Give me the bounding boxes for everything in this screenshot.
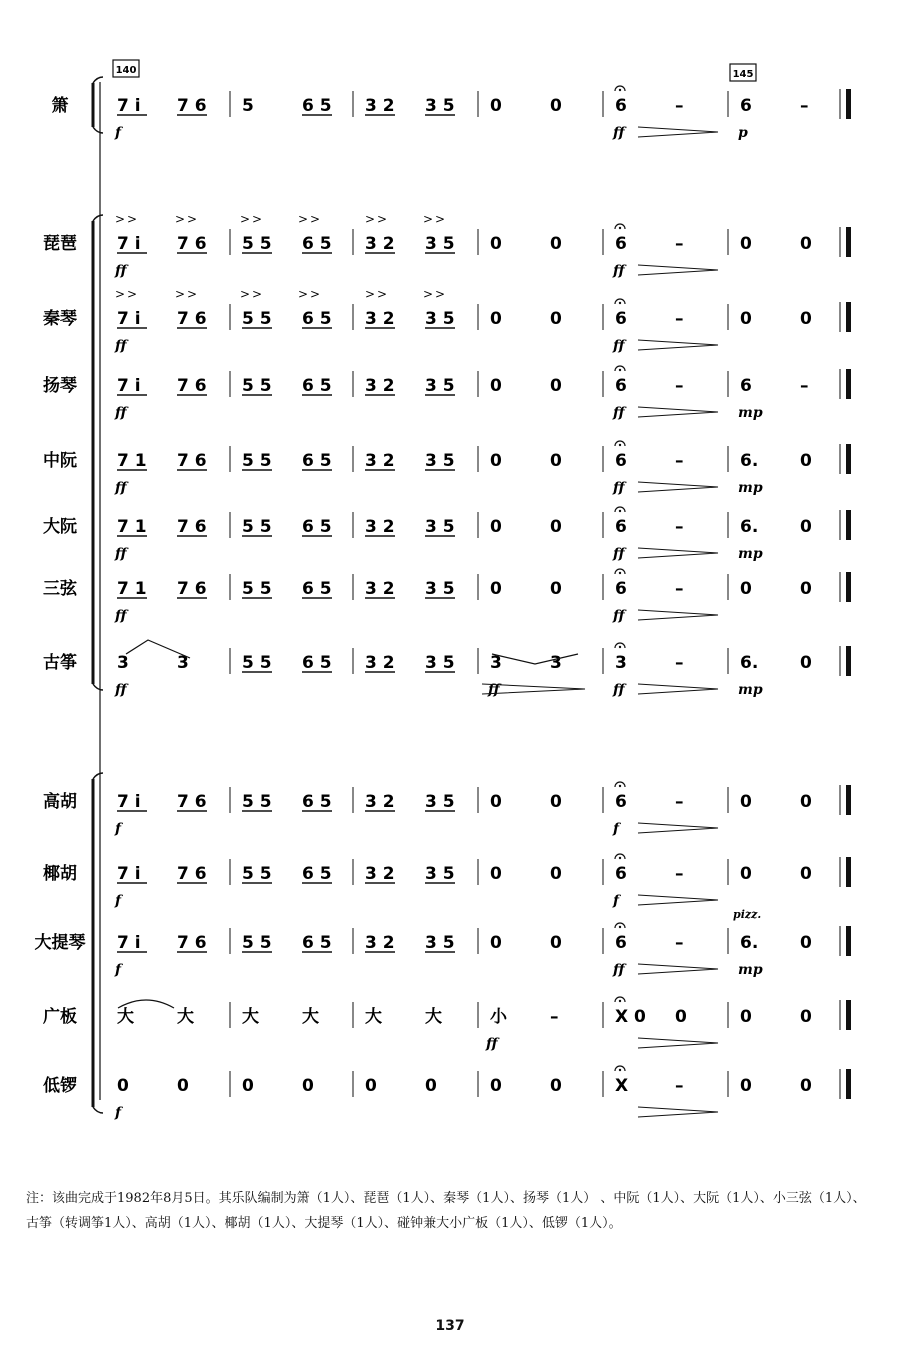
note-xiao-m3-b2: 3 5 — [425, 96, 455, 116]
note-qinqin-m4-b2: 0 — [550, 309, 562, 329]
diminuendo-hairpin — [638, 895, 718, 905]
note-pipa-m1-b2: 7 6 — [177, 234, 207, 254]
note-cello-m6-b2: 0 — [800, 933, 812, 953]
accent-mark: > — [187, 287, 198, 301]
instrument-name-pipa: 琵琶 — [43, 234, 77, 254]
note-guzheng-m5-b1: 3 — [615, 653, 627, 673]
note-sanxian-m3-b1: 3 2 — [365, 579, 395, 599]
note-pipa-m3-b1: 3 2 — [365, 234, 395, 254]
accent-mark: > — [175, 212, 186, 226]
note-cello-m2-b2: 6 5 — [302, 933, 332, 953]
final-barline-thick — [846, 646, 851, 676]
accent-mark: > — [310, 212, 321, 226]
note-guangban-m5-b2: 0 — [675, 1007, 687, 1027]
note-daruan-m3-b1: 3 2 — [365, 517, 395, 537]
diminuendo-hairpin — [638, 1038, 718, 1048]
dynamic-zhongruan-3: mp — [738, 480, 763, 496]
note-xiao-m4-b1: 0 — [490, 96, 502, 116]
note-diluo-m1-b1: 0 — [117, 1076, 129, 1096]
diminuendo-hairpin — [638, 407, 718, 417]
note-guangban-m2-b1: 大 — [242, 1007, 259, 1027]
final-barline-thick — [846, 444, 851, 474]
bracket-bottom-hook — [93, 127, 103, 133]
note-diluo-m5-b2: – — [675, 1076, 684, 1096]
note-guangban-m1-b2: 大 — [177, 1007, 194, 1027]
final-barline-thick — [846, 1069, 851, 1099]
note-daruan-m6-b2: 0 — [800, 517, 812, 537]
note-sanxian-m4-b1: 0 — [490, 579, 502, 599]
dynamic-pipa-1: ff — [115, 263, 127, 279]
instrument-name-cello: 大提琴 — [34, 933, 86, 953]
note-daruan-m1-b2: 7 6 — [177, 517, 207, 537]
note-zhongruan-m4-b2: 0 — [550, 451, 562, 471]
instrument-name-xiao: 箫 — [51, 96, 69, 116]
note-guzheng-m3-b1: 3 2 — [365, 653, 395, 673]
note-qinqin-m3-b1: 3 2 — [365, 309, 395, 329]
note-yehu-m5-b1: 6 — [615, 864, 627, 884]
accent-mark: > — [298, 212, 309, 226]
accent-mark: > — [252, 287, 263, 301]
final-barline-thick — [846, 1000, 851, 1030]
note-cello-m2-b1: 5 5 — [242, 933, 272, 953]
note-sanxian-m5-b2: – — [675, 579, 684, 599]
fermata-dot — [619, 89, 621, 91]
fermata-dot — [619, 785, 621, 787]
note-guzheng-m5-b2: – — [675, 653, 684, 673]
instrument-name-diluo: 低锣 — [43, 1076, 77, 1096]
fermata-dot — [619, 572, 621, 574]
note-yangqin-m6-b2: – — [800, 376, 809, 396]
note-diluo-m5-b1: X — [615, 1076, 629, 1096]
note-xiao-m6-b2: – — [800, 96, 809, 116]
dynamic-yangqin-3: mp — [738, 405, 763, 421]
note-gaohu-m6-b2: 0 — [800, 792, 812, 812]
fermata-dot — [619, 510, 621, 512]
note-zhongruan-m2-b1: 5 5 — [242, 451, 272, 471]
diminuendo-hairpin — [638, 548, 718, 558]
note-gaohu-m5-b2: – — [675, 792, 684, 812]
dynamic-guzheng-4: mp — [738, 682, 763, 698]
note-yehu-m3-b1: 3 2 — [365, 864, 395, 884]
dynamic-guangban-1: ff — [486, 1036, 498, 1052]
accent-mark: > — [377, 212, 388, 226]
note-diluo-m2-b2: 0 — [302, 1076, 314, 1096]
note-gaohu-m3-b1: 3 2 — [365, 792, 395, 812]
note-qinqin-m6-b1: 0 — [740, 309, 752, 329]
note-zhongruan-m5-b1: 6 — [615, 451, 627, 471]
note-guzheng-m4-b1: 3 — [490, 653, 502, 673]
dynamic-diluo-1: f — [115, 1105, 122, 1121]
diminuendo-hairpin — [638, 482, 718, 492]
final-barline-thick — [846, 89, 851, 119]
note-gaohu-m1-b2: 7 6 — [177, 792, 207, 812]
note-yehu-m4-b2: 0 — [550, 864, 562, 884]
note-daruan-m2-b1: 5 5 — [242, 517, 272, 537]
note-cello-m5-b2: – — [675, 933, 684, 953]
final-barline-thick — [846, 510, 851, 540]
note-qinqin-m2-b2: 6 5 — [302, 309, 332, 329]
note-yangqin-m1-b2: 7 6 — [177, 376, 207, 396]
note-xiao-m5-b1: 6 — [615, 96, 627, 116]
diminuendo-hairpin — [638, 823, 718, 833]
note-sanxian-m5-b1: 6 — [615, 579, 627, 599]
note-qinqin-m5-b1: 6 — [615, 309, 627, 329]
note-guangban-m2-b2: 大 — [302, 1007, 319, 1027]
note-yangqin-m4-b2: 0 — [550, 376, 562, 396]
note-yehu-m2-b1: 5 5 — [242, 864, 272, 884]
note-qinqin-m6-b2: 0 — [800, 309, 812, 329]
note-guangban-m6-b2: 0 — [800, 1007, 812, 1027]
dynamic-sanxian-1: ff — [115, 608, 127, 624]
bracket-top-hook — [93, 773, 103, 779]
note-guzheng-m4-b2: 3 — [550, 653, 562, 673]
fermata-dot — [619, 646, 621, 648]
dynamic-guzheng-3: ff — [613, 682, 625, 698]
diminuendo-hairpin — [638, 340, 718, 350]
note-diluo-m4-b1: 0 — [490, 1076, 502, 1096]
dynamic-daruan-3: mp — [738, 546, 763, 562]
dynamic-guzheng-2: ff — [488, 682, 500, 698]
note-qinqin-m2-b1: 5 5 — [242, 309, 272, 329]
note-qinqin-m5-b2: – — [675, 309, 684, 329]
accent-mark: > — [240, 287, 251, 301]
note-yangqin-m5-b1: 6 — [615, 376, 627, 396]
instrument-name-guangban: 广板 — [43, 1007, 77, 1027]
note-gaohu-m1-b1: 7 i — [117, 792, 141, 812]
note-qinqin-m1-b2: 7 6 — [177, 309, 207, 329]
note-guzheng-m1-b1: 3 — [117, 653, 129, 673]
note-yehu-m6-b2: 0 — [800, 864, 812, 884]
instrument-name-yangqin: 扬琴 — [43, 376, 77, 396]
note-yangqin-m3-b2: 3 5 — [425, 376, 455, 396]
final-barline-thick — [846, 302, 851, 332]
note-diluo-m4-b2: 0 — [550, 1076, 562, 1096]
note-guzheng-m3-b2: 3 5 — [425, 653, 455, 673]
note-qinqin-m3-b2: 3 5 — [425, 309, 455, 329]
note-guzheng-m2-b1: 5 5 — [242, 653, 272, 673]
note-xiao-m6-b1: 6 — [740, 96, 752, 116]
note-gaohu-m4-b1: 0 — [490, 792, 502, 812]
note-sanxian-m1-b2: 7 6 — [177, 579, 207, 599]
fermata-dot — [619, 369, 621, 371]
note-pipa-m1-b1: 7 i — [117, 234, 141, 254]
accent-mark: > — [115, 212, 126, 226]
accent-mark: > — [127, 287, 138, 301]
rehearsal-mark-140: 140 — [115, 65, 137, 76]
accent-mark: > — [435, 287, 446, 301]
note-zhongruan-m2-b2: 6 5 — [302, 451, 332, 471]
note-pipa-m4-b2: 0 — [550, 234, 562, 254]
final-barline-thick — [846, 227, 851, 257]
note-daruan-m2-b2: 6 5 — [302, 517, 332, 537]
dynamic-yehu-1: f — [115, 893, 122, 909]
dynamic-cello-2: ff — [613, 962, 625, 978]
note-zhongruan-m1-b2: 7 6 — [177, 451, 207, 471]
note-guangban-m4-b1: 小 — [490, 1007, 507, 1027]
dynamic-sanxian-2: ff — [613, 608, 625, 624]
accent-mark: > — [423, 212, 434, 226]
note-daruan-m4-b1: 0 — [490, 517, 502, 537]
pizz-marking: pizz. — [733, 908, 762, 921]
accent-mark: > — [365, 287, 376, 301]
note-gaohu-m3-b2: 3 5 — [425, 792, 455, 812]
accent-mark: > — [240, 212, 251, 226]
note-pipa-m2-b1: 5 5 — [242, 234, 272, 254]
note-sanxian-m3-b2: 3 5 — [425, 579, 455, 599]
note-zhongruan-m6-b2: 0 — [800, 451, 812, 471]
note-xiao-m5-b2: – — [675, 96, 684, 116]
instrument-name-zhongruan: 中阮 — [43, 451, 77, 471]
diminuendo-hairpin — [638, 684, 718, 694]
dynamic-xiao-1: f — [115, 125, 122, 141]
note-sanxian-m6-b2: 0 — [800, 579, 812, 599]
note-gaohu-m6-b1: 0 — [740, 792, 752, 812]
note-yangqin-m4-b1: 0 — [490, 376, 502, 396]
instrument-name-guzheng: 古筝 — [43, 653, 77, 673]
note-pipa-m5-b2: – — [675, 234, 684, 254]
diminuendo-hairpin — [638, 127, 718, 137]
note-zhongruan-m5-b2: – — [675, 451, 684, 471]
note-xiao-m4-b2: 0 — [550, 96, 562, 116]
bracket-top-hook — [93, 77, 103, 83]
dynamic-qinqin-2: ff — [613, 338, 625, 354]
note-yehu-m3-b2: 3 5 — [425, 864, 455, 884]
glissando-line — [492, 654, 578, 664]
dynamic-gaohu-2: f — [613, 821, 620, 837]
note-pipa-m2-b2: 6 5 — [302, 234, 332, 254]
note-diluo-m2-b1: 0 — [242, 1076, 254, 1096]
bracket-bottom-hook — [93, 1107, 103, 1113]
note-guangban-m1-b1: 大 — [117, 1007, 134, 1027]
fermata-dot — [619, 227, 621, 229]
note-diluo-m6-b2: 0 — [800, 1076, 812, 1096]
accent-mark: > — [298, 287, 309, 301]
dynamic-zhongruan-2: ff — [613, 480, 625, 496]
accent-mark: > — [435, 212, 446, 226]
dynamic-daruan-2: ff — [613, 546, 625, 562]
note-gaohu-m2-b2: 6 5 — [302, 792, 332, 812]
note-sanxian-m1-b1: 7 1 — [117, 579, 147, 599]
note-cello-m3-b1: 3 2 — [365, 933, 395, 953]
note-diluo-m1-b2: 0 — [177, 1076, 189, 1096]
rehearsal-mark-145: 145 — [732, 69, 754, 80]
note-daruan-m3-b2: 3 5 — [425, 517, 455, 537]
note-zhongruan-m4-b1: 0 — [490, 451, 502, 471]
note-pipa-m6-b2: 0 — [800, 234, 812, 254]
note-guangban-m6-b1: 0 — [740, 1007, 752, 1027]
accent-mark: > — [187, 212, 198, 226]
page-number: 137 — [435, 1318, 465, 1334]
note-qinqin-m4-b1: 0 — [490, 309, 502, 329]
note-yangqin-m5-b2: – — [675, 376, 684, 396]
dynamic-gaohu-1: f — [115, 821, 122, 837]
dynamic-yangqin-1: ff — [115, 405, 127, 421]
note-cello-m3-b2: 3 5 — [425, 933, 455, 953]
accent-mark: > — [377, 287, 388, 301]
note-sanxian-m2-b2: 6 5 — [302, 579, 332, 599]
note-gaohu-m2-b1: 5 5 — [242, 792, 272, 812]
note-cello-m1-b1: 7 i — [117, 933, 141, 953]
note-zhongruan-m1-b1: 7 1 — [117, 451, 147, 471]
fermata-dot — [619, 302, 621, 304]
note-pipa-m5-b1: 6 — [615, 234, 627, 254]
note-xiao-m1-b1: 7 i — [117, 96, 141, 116]
note-pipa-m6-b1: 0 — [740, 234, 752, 254]
fermata-dot — [619, 1069, 621, 1071]
note-cello-m1-b2: 7 6 — [177, 933, 207, 953]
accent-mark: > — [365, 212, 376, 226]
note-yehu-m5-b2: – — [675, 864, 684, 884]
note-sanxian-m4-b2: 0 — [550, 579, 562, 599]
note-yangqin-m6-b1: 6 — [740, 376, 752, 396]
note-yangqin-m2-b1: 5 5 — [242, 376, 272, 396]
diminuendo-hairpin — [638, 1107, 718, 1117]
note-yangqin-m1-b1: 7 i — [117, 376, 141, 396]
dynamic-pipa-2: ff — [613, 263, 625, 279]
dynamic-yehu-2: f — [613, 893, 620, 909]
accent-mark: > — [175, 287, 186, 301]
final-barline-thick — [846, 857, 851, 887]
note-gaohu-m4-b2: 0 — [550, 792, 562, 812]
note-cello-m5-b1: 6 — [615, 933, 627, 953]
fermata-dot — [619, 857, 621, 859]
note-guangban-m3-b2: 大 — [425, 1007, 442, 1027]
note-guangban-m3-b1: 大 — [365, 1007, 382, 1027]
note-yehu-m1-b1: 7 i — [117, 864, 141, 884]
note-yehu-m4-b1: 0 — [490, 864, 502, 884]
instrument-name-qinqin: 秦琴 — [43, 309, 77, 329]
note-cello-m4-b2: 0 — [550, 933, 562, 953]
note-yangqin-m3-b1: 3 2 — [365, 376, 395, 396]
note-sanxian-m6-b1: 0 — [740, 579, 752, 599]
note-pipa-m4-b1: 0 — [490, 234, 502, 254]
fermata-dot — [619, 1000, 621, 1002]
diminuendo-hairpin — [638, 964, 718, 974]
accent-mark: > — [127, 212, 138, 226]
accent-mark: > — [115, 287, 126, 301]
accent-mark: > — [310, 287, 321, 301]
note-diluo-m3-b1: 0 — [365, 1076, 377, 1096]
note-qinqin-m1-b1: 7 i — [117, 309, 141, 329]
note-guzheng-m1-b2: 3 — [177, 653, 189, 673]
footnote: 注：该曲完成于1982年8月5日。其乐队编制为箫（1人）、琵琶（1人）、秦琴（1人）、扬琴（1人） 、中阮（1人）、大阮（1人）、小三弦（1人）、古筝（转调筝1人）、高胡（1人）、椰胡（1人）、大提琴（1人）、碰钟兼大小广板（1人）、低锣（1人）。 — [26, 1191, 866, 1231]
final-barline-thick — [846, 572, 851, 602]
note-guangban-m4-b2: – — [550, 1007, 559, 1027]
note-daruan-m5-b1: 6 — [615, 517, 627, 537]
instrument-name-sanxian: 三弦 — [43, 579, 77, 599]
final-barline-thick — [846, 926, 851, 956]
note-yehu-m1-b2: 7 6 — [177, 864, 207, 884]
dynamic-guzheng-1: ff — [115, 682, 127, 698]
note-diluo-m3-b2: 0 — [425, 1076, 437, 1096]
note-guzheng-m6-b1: 6. — [740, 653, 759, 673]
dynamic-cello-1: f — [115, 962, 122, 978]
dynamic-yangqin-2: ff — [613, 405, 625, 421]
final-barline-thick — [846, 369, 851, 399]
note-cello-m6-b1: 6. — [740, 933, 759, 953]
note-yangqin-m2-b2: 6 5 — [302, 376, 332, 396]
instrument-name-daruan: 大阮 — [43, 517, 77, 537]
note-xiao-m1-b2: 7 6 — [177, 96, 207, 116]
note-pipa-m3-b2: 3 5 — [425, 234, 455, 254]
note-gaohu-m5-b1: 6 — [615, 792, 627, 812]
dynamic-qinqin-1: ff — [115, 338, 127, 354]
note-diluo-m6-b1: 0 — [740, 1076, 752, 1096]
note-zhongruan-m3-b2: 3 5 — [425, 451, 455, 471]
note-yehu-m2-b2: 6 5 — [302, 864, 332, 884]
note-daruan-m5-b2: – — [675, 517, 684, 537]
bracket-bottom-hook — [93, 684, 103, 690]
dynamic-zhongruan-1: ff — [115, 480, 127, 496]
dynamic-xiao-2: ff — [613, 125, 625, 141]
dynamic-xiao-3: p — [738, 125, 748, 141]
note-guangban-m5-b1: X 0 — [615, 1007, 646, 1027]
fermata-dot — [619, 926, 621, 928]
instrument-name-yehu: 椰胡 — [43, 864, 77, 884]
accent-mark: > — [252, 212, 263, 226]
note-daruan-m6-b1: 6. — [740, 517, 759, 537]
note-sanxian-m2-b1: 5 5 — [242, 579, 272, 599]
note-zhongruan-m3-b1: 3 2 — [365, 451, 395, 471]
note-zhongruan-m6-b1: 6. — [740, 451, 759, 471]
note-guzheng-m6-b2: 0 — [800, 653, 812, 673]
note-yehu-m6-b1: 0 — [740, 864, 752, 884]
note-xiao-m2-b2: 6 5 — [302, 96, 332, 116]
note-xiao-m3-b1: 3 2 — [365, 96, 395, 116]
accent-mark: > — [423, 287, 434, 301]
fermata-dot — [619, 444, 621, 446]
instrument-name-gaohu: 高胡 — [43, 792, 77, 812]
note-guzheng-m2-b2: 6 5 — [302, 653, 332, 673]
note-xiao-m2-b1: 5 — [242, 96, 254, 116]
dynamic-daruan-1: ff — [115, 546, 127, 562]
dynamic-cello-3: mp — [738, 962, 763, 978]
note-daruan-m4-b2: 0 — [550, 517, 562, 537]
bracket-top-hook — [93, 215, 103, 221]
note-daruan-m1-b1: 7 1 — [117, 517, 147, 537]
diminuendo-hairpin — [638, 610, 718, 620]
final-barline-thick — [846, 785, 851, 815]
diminuendo-hairpin — [638, 265, 718, 275]
note-cello-m4-b1: 0 — [490, 933, 502, 953]
